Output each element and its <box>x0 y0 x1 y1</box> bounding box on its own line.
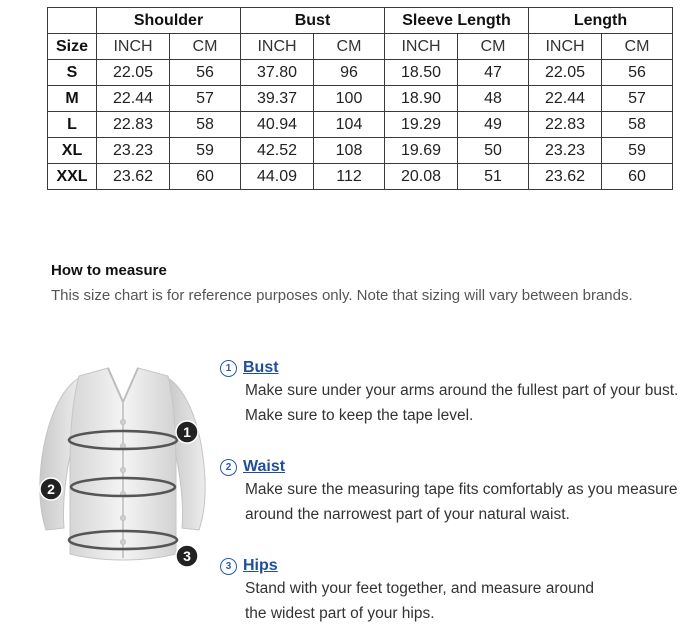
measure-item-hips <box>220 556 594 626</box>
marker-2 <box>40 478 62 500</box>
value-cell: 22.83 <box>529 112 602 138</box>
value-cell: 23.62 <box>97 164 170 190</box>
unit-cell: INCH <box>529 34 602 60</box>
value-cell: 50 <box>458 138 529 164</box>
value-cell: 23.23 <box>529 138 602 164</box>
size-chart-table <box>47 7 673 190</box>
value-cell: 60 <box>602 164 673 190</box>
size-label: L <box>48 112 97 138</box>
value-cell: 47 <box>458 60 529 86</box>
bust-link[interactable]: Bust <box>243 359 279 376</box>
header-blank-cell <box>48 8 97 34</box>
unit-cell: CM <box>170 34 241 60</box>
unit-cell: INCH <box>97 34 170 60</box>
value-cell: 56 <box>602 60 673 86</box>
table-row <box>48 86 673 112</box>
value-cell: 37.80 <box>241 60 314 86</box>
value-cell: 22.44 <box>97 86 170 112</box>
measure-item-bust <box>220 358 678 428</box>
value-cell: 22.05 <box>97 60 170 86</box>
value-cell: 59 <box>602 138 673 164</box>
value-cell: 60 <box>170 164 241 190</box>
value-cell: 108 <box>314 138 385 164</box>
value-cell: 23.62 <box>529 164 602 190</box>
value-cell: 58 <box>602 112 673 138</box>
hips-instruction-line-2: the widest part of your hips. <box>245 605 435 622</box>
value-cell: 19.69 <box>385 138 458 164</box>
waist-instruction-line-1: Make sure the measuring tape fits comfortably as you measure <box>245 481 678 498</box>
value-cell: 23.23 <box>97 138 170 164</box>
value-cell: 57 <box>170 86 241 112</box>
value-cell: 100 <box>314 86 385 112</box>
header-row-units <box>48 34 673 60</box>
size-label: XXL <box>48 164 97 190</box>
cardigan-sweater-icon <box>34 362 210 584</box>
unit-cell: INCH <box>385 34 458 60</box>
size-label: XL <box>48 138 97 164</box>
value-cell: 104 <box>314 112 385 138</box>
marker-1-label: 1 <box>183 424 191 440</box>
header-row-groups <box>48 8 673 34</box>
value-cell: 56 <box>170 60 241 86</box>
size-label: M <box>48 86 97 112</box>
unit-cell: INCH <box>241 34 314 60</box>
reference-note: This size chart is for reference purposes only. Note that sizing will vary between brands. <box>51 287 633 304</box>
number-3-icon: 3 <box>220 558 237 575</box>
value-cell: 22.83 <box>97 112 170 138</box>
value-cell: 18.50 <box>385 60 458 86</box>
unit-cell: CM <box>458 34 529 60</box>
measure-item-waist <box>220 457 677 527</box>
value-cell: 48 <box>458 86 529 112</box>
hips-instruction-line-1: Stand with your feet together, and measure around <box>245 580 594 597</box>
value-cell: 42.52 <box>241 138 314 164</box>
value-cell: 18.90 <box>385 86 458 112</box>
how-to-measure-title: How to measure <box>51 262 167 279</box>
header-bust: Bust <box>241 8 385 34</box>
unit-cell: CM <box>602 34 673 60</box>
marker-3-label: 3 <box>183 548 191 564</box>
value-cell: 49 <box>458 112 529 138</box>
value-cell: 58 <box>170 112 241 138</box>
bust-instruction-line-1: Make sure under your arms around the fullest part of your bust. <box>245 382 679 399</box>
header-shoulder: Shoulder <box>97 8 241 34</box>
value-cell: 59 <box>170 138 241 164</box>
size-label: S <box>48 60 97 86</box>
header-size: Size <box>48 34 97 60</box>
waist-link[interactable]: Waist <box>243 458 286 475</box>
value-cell: 20.08 <box>385 164 458 190</box>
marker-1 <box>176 421 198 443</box>
bust-instruction-line-2: Make sure to keep the tape level. <box>245 407 474 424</box>
value-cell: 112 <box>314 164 385 190</box>
number-1-icon: 1 <box>220 360 237 377</box>
value-cell: 19.29 <box>385 112 458 138</box>
marker-2-label: 2 <box>47 481 55 497</box>
table-row <box>48 138 673 164</box>
header-length: Length <box>529 8 673 34</box>
number-2-icon: 2 <box>220 459 237 476</box>
value-cell: 57 <box>602 86 673 112</box>
unit-cell: CM <box>314 34 385 60</box>
value-cell: 96 <box>314 60 385 86</box>
value-cell: 40.94 <box>241 112 314 138</box>
value-cell: 39.37 <box>241 86 314 112</box>
value-cell: 22.44 <box>529 86 602 112</box>
header-sleeve-length: Sleeve Length <box>385 8 529 34</box>
table-row <box>48 60 673 86</box>
table-row <box>48 164 673 190</box>
value-cell: 44.09 <box>241 164 314 190</box>
hips-link[interactable]: Hips <box>243 557 278 574</box>
table-row <box>48 112 673 138</box>
value-cell: 22.05 <box>529 60 602 86</box>
value-cell: 51 <box>458 164 529 190</box>
marker-3 <box>176 545 198 567</box>
waist-instruction-line-2: around the narrowest part of your natural waist. <box>245 506 570 523</box>
